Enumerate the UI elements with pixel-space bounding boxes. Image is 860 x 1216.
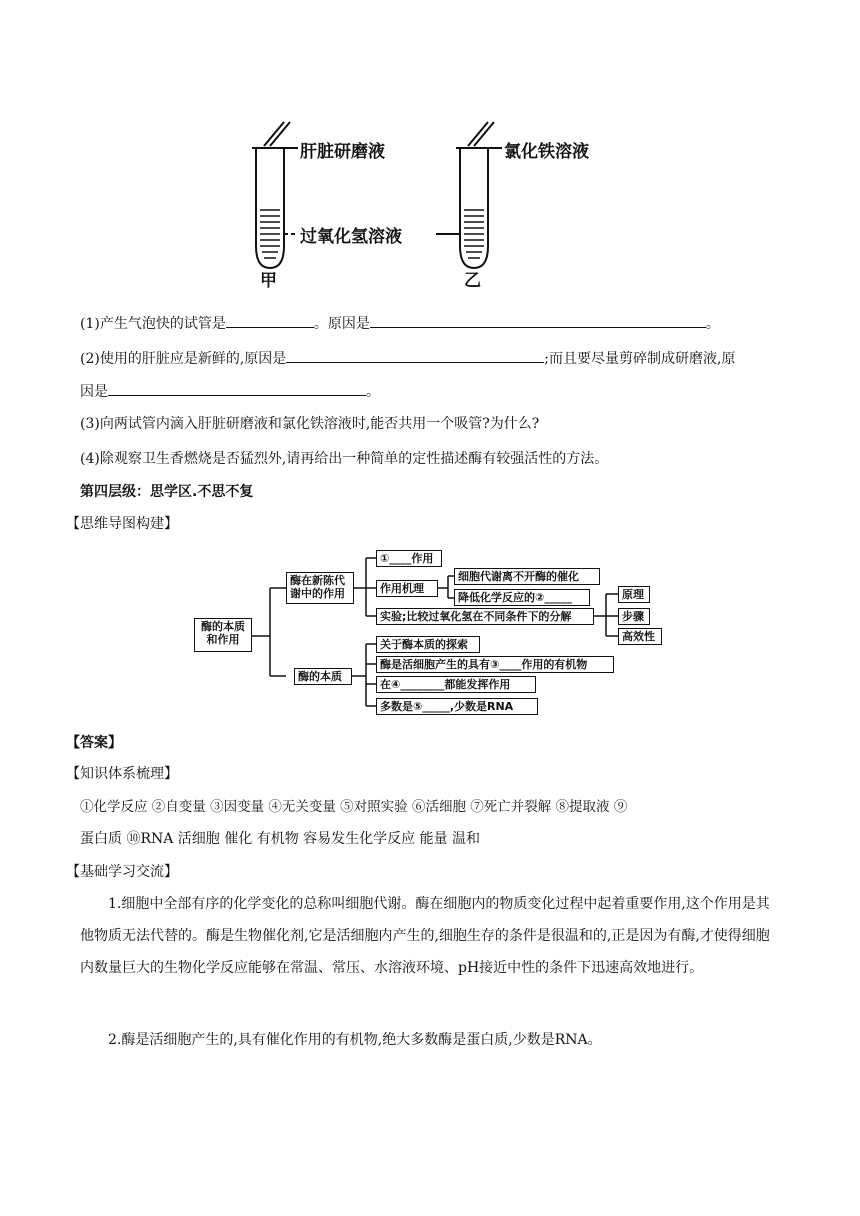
- answer-blank[interactable]: [286, 348, 544, 363]
- mind-map: [190, 544, 670, 720]
- mindmap-exp-principle: 原理: [618, 586, 650, 603]
- mindmap-nature-1: 关于酶本质的探索: [376, 636, 480, 653]
- question-3: (3)向两试管内滴入肝脏研磨液和氯化铁溶液时,能否共用一个吸管?为什么?: [80, 416, 540, 432]
- tube-b-top-label: 氯化铁溶液: [504, 142, 589, 162]
- mindmap-branch-function: 酶在新陈代谢中的作用: [286, 572, 354, 604]
- question-1: (1)产生气泡快的试管是 。原因是 。: [80, 313, 720, 334]
- answer-blank[interactable]: [370, 313, 706, 328]
- mindmap-root: 酶的本质和作用: [194, 618, 252, 652]
- mindmap-item-experiment: 实验;比较过氧化氢在不同条件下的分解: [376, 608, 594, 625]
- mindmap-nature-3: 在④________都能发挥作用: [376, 676, 536, 693]
- mindmap-item-catalysis: ①____作用: [376, 550, 442, 567]
- mindmap-title: 【思维导图构建】: [66, 516, 178, 532]
- basic-paragraph-2: 2.酶是活细胞产生的,具有催化作用的有机物,绝大多数酶是蛋白质,少数是RNA。: [108, 1032, 602, 1048]
- knowledge-title: 【知识体系梳理】: [66, 766, 178, 782]
- tube-b-name: 乙: [464, 271, 481, 291]
- mindmap-item-mechanism: 作用机理: [376, 580, 438, 597]
- question-4: (4)除观察卫生香燃烧是否猛烈外,请再给出一种简单的定性描述酶有较强活性的方法。: [80, 451, 609, 467]
- mindmap-mech-2: 降低化学反应的②_____: [454, 589, 590, 606]
- question-2-cont: 因是 。: [80, 381, 380, 402]
- answer-blank[interactable]: [108, 381, 366, 396]
- section4-title: 第四层级：思学区.不思不复: [80, 484, 254, 500]
- question-2: (2)使用的肝脏应是新鲜的,原因是 ;而且要尽量剪碎制成研磨液,原: [80, 348, 735, 369]
- tube-b: [436, 122, 502, 268]
- tube-a: [252, 122, 298, 268]
- basic-paragraph-1: 1.细胞中全部有序的化学变化的总称叫细胞代谢。酶在细胞内的物质变化过程中起着重要作用,这个作用是其他物质无法代替的。酶是生物催化剂,它是活细胞内产生的,细胞生存的条件是很温和的,正是因为有酶,才使得细胞内数量巨大的生物化学反应能够在常温、常压、水溶液环境、pH接近中性的条件下迅速高效地进行。: [80, 896, 770, 976]
- tube-a-top-label: 肝脏研磨液: [300, 142, 385, 162]
- mindmap-mech-1: 细胞代谢离不开酶的催化: [454, 568, 600, 585]
- mindmap-branch-nature: 酶的本质: [294, 668, 352, 685]
- answers-line-2: 蛋白质 ⑩RNA 活细胞 催化 有机物 容易发生化学反应 能量 温和: [80, 831, 481, 847]
- answer-blank[interactable]: [226, 313, 314, 328]
- mindmap-nature-2: 酶是活细胞产生的具有③____作用的有机物: [376, 656, 614, 673]
- tube-a-name: 甲: [260, 271, 277, 291]
- answers-line-1: ①化学反应 ②自变量 ③因变量 ④无关变量 ⑤对照实验 ⑥活细胞 ⑦死亡并裂解 ⑧提取液 ⑨: [80, 799, 628, 815]
- mindmap-exp-steps: 步骤: [618, 608, 650, 625]
- test-tube-figure: [240, 118, 589, 291]
- tube-middle-label: 过氧化氢溶液: [300, 227, 402, 247]
- basic-title: 【基础学习交流】: [66, 864, 178, 880]
- answer-title: 【答案】: [66, 735, 122, 751]
- mindmap-nature-4: 多数是⑤_____,少数是RNA: [376, 698, 538, 715]
- mindmap-exp-efficiency: 高效性: [618, 628, 662, 645]
